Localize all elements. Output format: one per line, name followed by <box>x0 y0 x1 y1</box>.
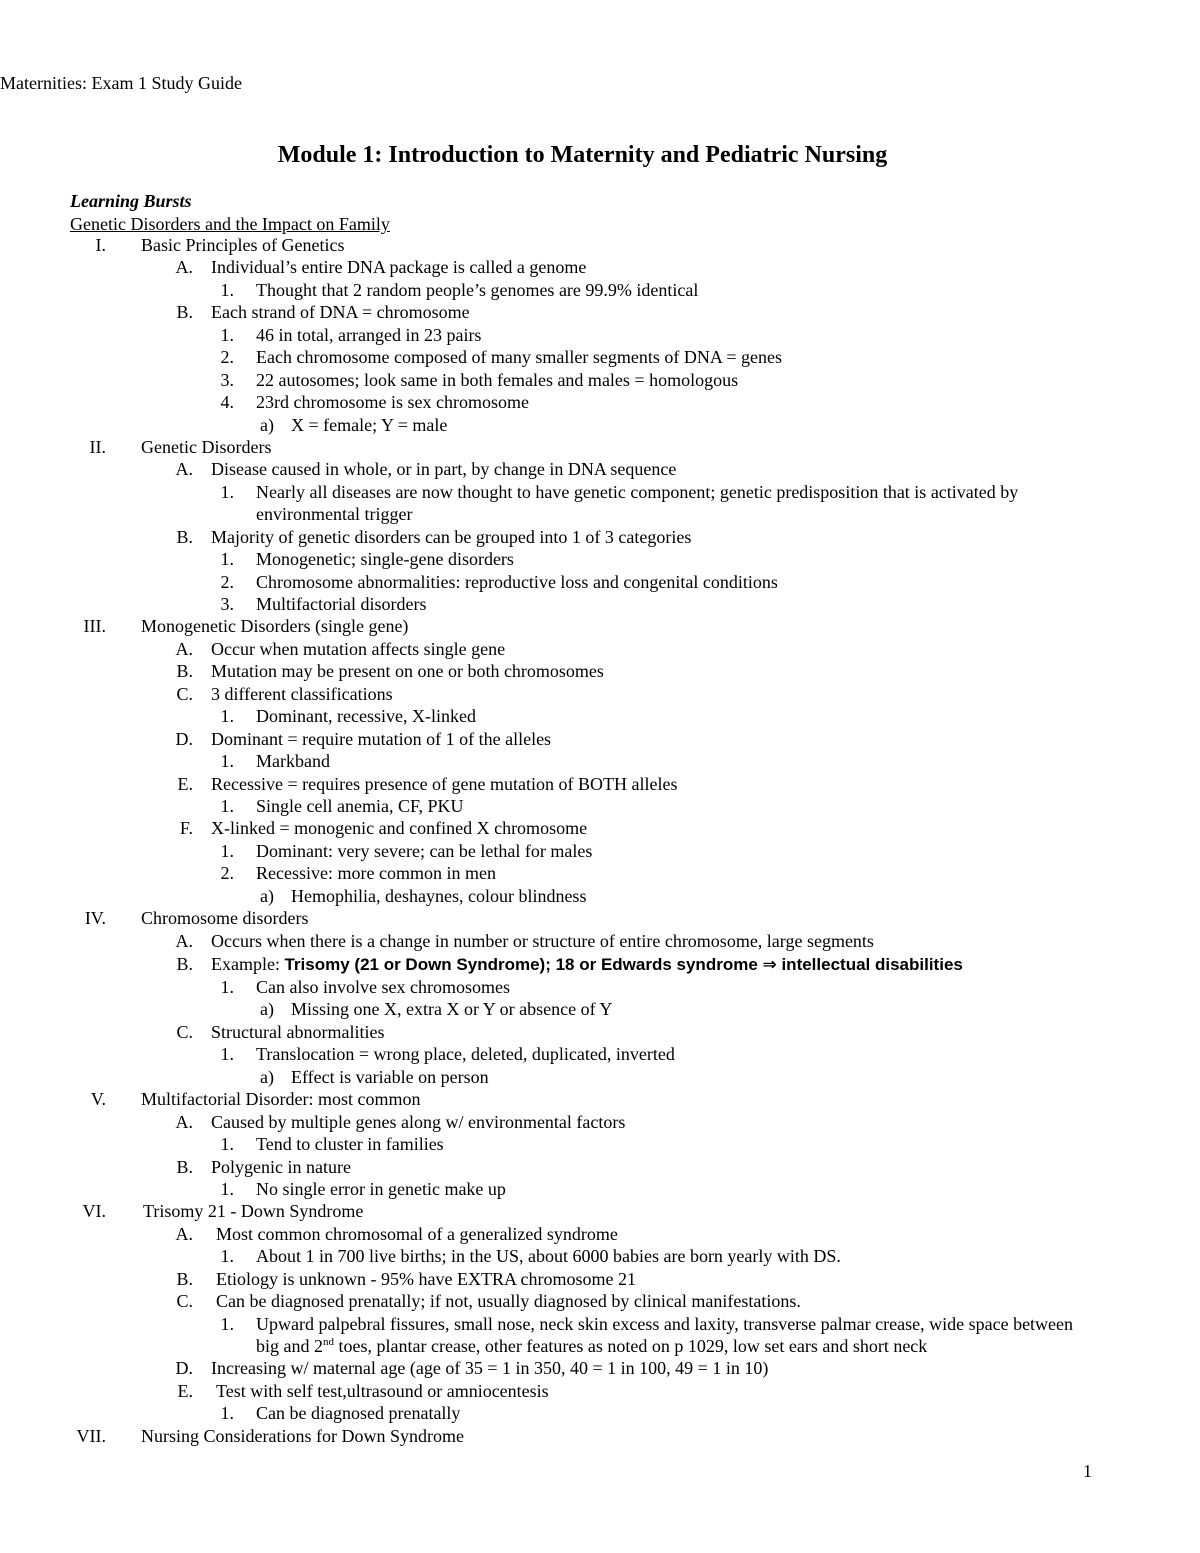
outline-item: a) Missing one X, extra X or Y or absence of Y <box>260 999 613 1020</box>
outline-item: 1. Translocation = wrong place, deleted, duplicated, inverted <box>220 1044 675 1065</box>
outline-item: V. Multifactorial Disorder: most common <box>90 1089 421 1110</box>
outline-item: C. Can be diagnosed prenatally; if not, usually diagnosed by clinical manifestations. <box>176 1291 801 1312</box>
outline-item: VII. Nursing Considerations for Down Syndrome <box>76 1425 464 1446</box>
outline-item: VI. Trisomy 21 - Down Syndrome <box>82 1201 364 1222</box>
outline-item: E. Recessive = requires presence of gene mutation of BOTH alleles <box>177 773 678 794</box>
document-header: Maternities: Exam 1 Study Guide <box>0 73 242 93</box>
outline-item: C. 3 different classifications <box>176 683 393 704</box>
outline-item: A. Individual’s entire DNA package is called a genome <box>175 257 587 278</box>
page-title: Module 1: Introduction to Maternity and Pediatric Nursing <box>277 142 888 168</box>
section-heading: Learning Bursts <box>70 191 192 211</box>
outline-item: B. Example: Trisomy (21 or Down Syndrome); 18 or Edwards syndrome ⇒ intellectual disabilities <box>176 954 963 975</box>
outline-item: B. Each strand of DNA = chromosome <box>176 302 470 323</box>
outline-item: 1. Upward palpebral fissures, small nose, neck skin excess and laxity, transverse palmar crease, wide space between big and 2nd toes, plantar crease, other features as noted on p 1029, low set ears and short neck <box>220 1313 1074 1357</box>
outline-item: a) Hemophilia, deshaynes, colour blindness <box>260 885 587 906</box>
outline-item: 1. Tend to cluster in families <box>220 1134 444 1155</box>
example-emphasis: Trisomy (21 or Down Syndrome); 18 or Edwards syndrome ⇒ intellectual disabilities <box>284 955 963 975</box>
ordinal-superscript: nd <box>323 1336 334 1349</box>
outline-item: A. Caused by multiple genes along w/ environmental factors <box>175 1111 626 1132</box>
outline-item: D. Dominant = require mutation of 1 of the alleles <box>175 728 552 749</box>
outline-item: 1. Nearly all diseases are now thought to have genetic component; genetic predisposition that is activated by environmental trigger <box>220 481 1019 525</box>
outline-item: 1. 46 in total, arranged in 23 pairs <box>220 324 482 345</box>
outline-item: 2. Recessive: more common in men <box>220 863 496 884</box>
outline-item: 1. Dominant: very severe; can be lethal for males <box>220 840 593 861</box>
outline-item: F. X-linked = monogenic and confined X chromosome <box>179 818 588 839</box>
outline-item: A. Occur when mutation affects single gene <box>175 638 506 659</box>
outline-item: 2. Chromosome abnormalities: reproductive loss and congenital conditions <box>220 571 778 592</box>
outline-item: B. Etiology is unknown - 95% have EXTRA chromosome 21 <box>176 1268 636 1289</box>
outline-item: 1. Dominant, recessive, X-linked <box>220 706 476 727</box>
outline-item: 2. Each chromosome composed of many smaller segments of DNA = genes <box>220 347 783 368</box>
outline-item: 1. Markband <box>220 751 330 772</box>
outline-item: B. Majority of genetic disorders can be grouped into 1 of 3 categories <box>176 526 692 547</box>
outline-item: 1. About 1 in 700 live births; in the US, about 6000 babies are born yearly with DS. <box>220 1246 841 1267</box>
outline-item: II. Genetic Disorders <box>89 436 272 457</box>
outline-list <box>0 234 1200 1447</box>
outline-item: 1. Can also involve sex chromosomes <box>220 977 510 998</box>
outline-item: B. Mutation may be present on one or both chromosomes <box>176 661 604 682</box>
outline-item: a) X = female; Y = male <box>260 414 448 435</box>
outline-item: E. Test with self test,ultrasound or amniocentesis <box>177 1380 549 1401</box>
outline-item: III. Monogenetic Disorders (single gene) <box>83 616 409 637</box>
page-number: 1 <box>1083 1461 1092 1481</box>
outline-item: 1. Can be diagnosed prenatally <box>220 1403 461 1424</box>
outline-item: IV. Chromosome disorders <box>84 908 309 929</box>
outline-item: I. Basic Principles of Genetics <box>95 235 345 255</box>
outline-item: 1. Thought that 2 random people’s genomes are 99.9% identical <box>220 279 699 300</box>
outline-item: 3. 22 autosomes; look same in both females and males = homologous <box>220 369 739 390</box>
outline-item: D. Increasing w/ maternal age (age of 35 = 1 in 350, 40 = 1 in 100, 49 = 1 in 10) <box>175 1358 769 1379</box>
outline-item: 1. Monogenetic; single-gene disorders <box>220 549 514 570</box>
outline-item: C. Structural abnormalities <box>176 1021 385 1042</box>
outline-item: 4. 23rd chromosome is sex chromosome <box>220 392 529 413</box>
outline-item: a) Effect is variable on person <box>260 1066 489 1087</box>
outline-item: A. Most common chromosomal of a generalized syndrome <box>175 1223 618 1244</box>
outline-item: 1. Single cell anemia, CF, PKU <box>220 795 464 816</box>
section-subheading: Genetic Disorders and the Impact on Family <box>70 214 390 234</box>
outline-item: B. Polygenic in nature <box>176 1156 351 1177</box>
outline-item: 1. No single error in genetic make up <box>220 1178 506 1199</box>
outline-item: 3. Multifactorial disorders <box>220 594 427 615</box>
outline-item: A. Disease caused in whole, or in part, by change in DNA sequence <box>175 459 677 480</box>
outline-item: A. Occurs when there is a change in number or structure of entire chromosome, large segments <box>175 930 874 951</box>
